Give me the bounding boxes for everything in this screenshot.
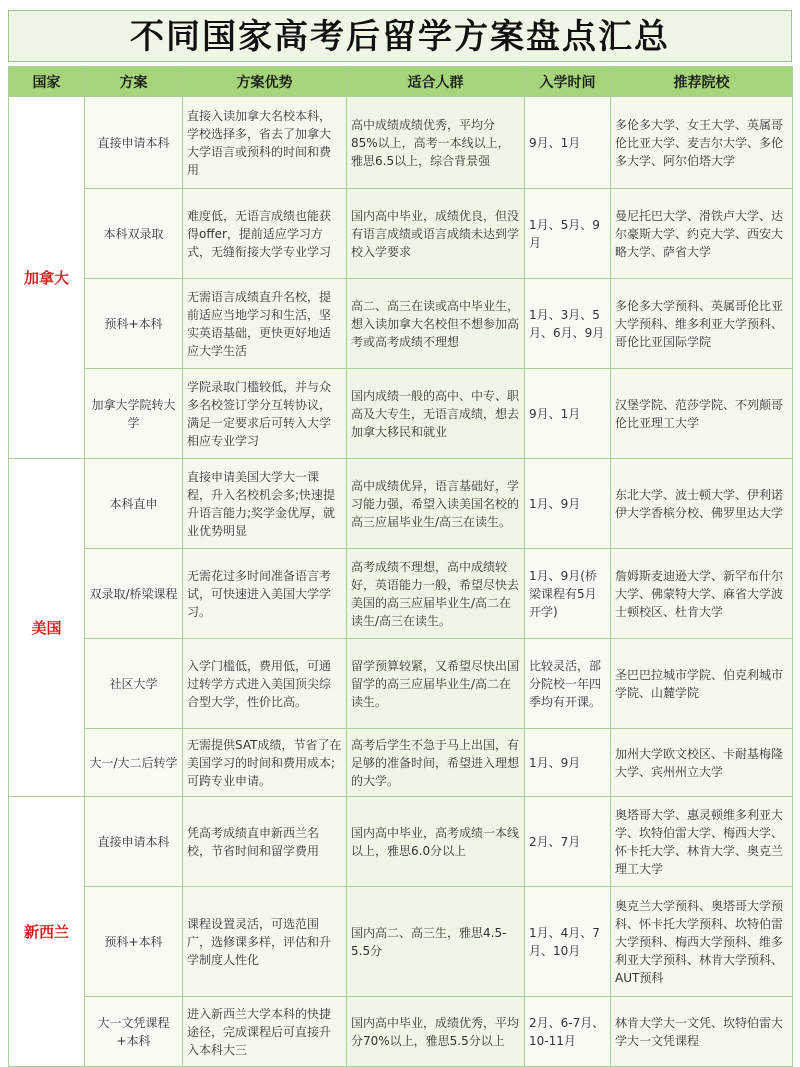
advantage-cell: 直接入读加拿大名校本科，学校选择多，省去了加拿大大学语言或预科的时间和费用 — [183, 97, 347, 189]
advantage-cell: 入学门槛低，费用低，可通过转学方式进入美国顶尖综合型大学，性价比高。 — [183, 639, 347, 729]
header-crowd: 适合人群 — [347, 67, 525, 97]
country-cell-canada: 加拿大 — [9, 97, 85, 459]
schools-cell: 詹姆斯麦迪逊大学、新罕布什尔大学、佛蒙特大学、麻省大学波士顿校区、杜肯大学 — [611, 549, 793, 639]
plan-cell: 社区大学 — [85, 639, 183, 729]
time-cell: 比较灵活，部分院校一年四季均有开课。 — [525, 639, 611, 729]
advantage-cell: 直接申请美国大学大一课程，升入名校机会多;快速提升语言能力;奖学金优厚，就业优势明显 — [183, 459, 347, 549]
plan-cell: 预科+本科 — [85, 279, 183, 369]
schools-cell: 东北大学、波士顿大学、伊利诺伊大学香槟分校、佛罗里达大学 — [611, 459, 793, 549]
country-cell-new-zealand: 新西兰 — [9, 797, 85, 1067]
schools-cell: 圣巴巴拉城市学院、伯克利城市学院、山麓学院 — [611, 639, 793, 729]
schools-cell: 奥克兰大学预科、奥塔哥大学预科、怀卡托大学预科、坎特伯雷大学预科、梅西大学预科、维多利亚大学预科、林肯大学预科、AUT预科 — [611, 887, 793, 997]
table-row — [9, 279, 793, 369]
time-cell: 9月、1月 — [525, 369, 611, 459]
header-plan: 方案 — [85, 67, 183, 97]
time-cell: 1月、4月、7月、10月 — [525, 887, 611, 997]
schools-cell: 奥塔哥大学、惠灵顿维多利亚大学、坎特伯雷大学、梅西大学、怀卡托大学、林肯大学、奥克兰理工大学 — [611, 797, 793, 887]
plan-cell: 本科直申 — [85, 459, 183, 549]
header-schools: 推荐院校 — [611, 67, 793, 97]
table-row — [9, 729, 793, 797]
table-row — [9, 459, 793, 549]
plan-cell: 双录取/桥梁课程 — [85, 549, 183, 639]
plan-cell: 本科双录取 — [85, 189, 183, 279]
advantage-cell: 难度低，无语言成绩也能获得offer，提前适应学习方式，无缝衔接大学专业学习 — [183, 189, 347, 279]
page-title: 不同国家高考后留学方案盘点汇总 — [8, 10, 792, 62]
advantage-cell: 课程设置灵活，可选范围广，选修课多样，评估和升学制度人性化 — [183, 887, 347, 997]
time-cell: 2月、7月 — [525, 797, 611, 887]
schools-cell: 多伦多大学预科、英属哥伦比亚大学预科、维多利亚大学预科、哥伦比亚国际学院 — [611, 279, 793, 369]
schools-cell: 汉堡学院、范莎学院、不列颠哥伦比亚理工大学 — [611, 369, 793, 459]
crowd-cell: 高考后学生不急于马上出国，有足够的准备时间，希望进入理想的大学。 — [347, 729, 525, 797]
header-time: 入学时间 — [525, 67, 611, 97]
plan-cell: 加拿大学院转大学 — [85, 369, 183, 459]
schools-cell: 林肯大学大一文凭、坎特伯雷大学大一文凭课程 — [611, 997, 793, 1067]
schools-cell: 多伦多大学、女王大学、英属哥伦比亚大学、麦吉尔大学、多伦多大学、阿尔伯塔大学 — [611, 97, 793, 189]
plan-cell: 预科+本科 — [85, 887, 183, 997]
time-cell: 1月、3月、5月、6月、9月 — [525, 279, 611, 369]
time-cell: 9月、1月 — [525, 97, 611, 189]
crowd-cell: 国内高中毕业，成绩优秀，平均分70%以上，雅思5.5分以上 — [347, 997, 525, 1067]
plan-cell: 直接申请本科 — [85, 797, 183, 887]
comparison-table — [8, 66, 793, 1067]
advantage-cell: 无需花过多时间准备语言考试，可快速进入美国大学学习。 — [183, 549, 347, 639]
table-row — [9, 997, 793, 1067]
advantage-cell: 无需语言成绩直升名校，提前适应当地学习和生活，坚实英语基础，更快更好地适应大学生活 — [183, 279, 347, 369]
time-cell: 1月、9月 — [525, 459, 611, 549]
crowd-cell: 高中成绩优异，语言基础好，学习能力强，希望入读美国名校的高三应届毕业生/高三在读生。 — [347, 459, 525, 549]
crowd-cell: 国内高中毕业，高考成绩一本线以上，雅思6.0分以上 — [347, 797, 525, 887]
plan-cell: 直接申请本科 — [85, 97, 183, 189]
table-row — [9, 97, 793, 189]
time-cell: 1月、9月(桥梁课程有5月开学) — [525, 549, 611, 639]
header-country: 国家 — [9, 67, 85, 97]
advantage-cell: 无需提供SAT成绩，节省了在美国学习的时间和费用成本;可跨专业申请。 — [183, 729, 347, 797]
schools-cell: 曼尼托巴大学、滑铁卢大学、达尔豪斯大学、约克大学、西安大略大学、萨省大学 — [611, 189, 793, 279]
advantage-cell: 学院录取门槛较低，并与众多名校签订学分互转协议，满足一定要求后可转入大学相应专业学习 — [183, 369, 347, 459]
time-cell: 1月、5月、9月 — [525, 189, 611, 279]
crowd-cell: 高考成绩不理想，高中成绩较好，英语能力一般，希望尽快去美国的高三应届毕业生/高二在读生/高三在读生。 — [347, 549, 525, 639]
crowd-cell: 国内成绩一般的高中、中专、职高及大专生，无语言成绩，想去加拿大移民和就业 — [347, 369, 525, 459]
table-row — [9, 639, 793, 729]
advantage-cell: 进入新西兰大学本科的快捷途径，完成课程后可直接升入本科大三 — [183, 997, 347, 1067]
table-row — [9, 797, 793, 887]
country-cell-usa: 美国 — [9, 459, 85, 797]
plan-cell: 大一文凭课程+本科 — [85, 997, 183, 1067]
table-row — [9, 887, 793, 997]
table-row — [9, 189, 793, 279]
advantage-cell: 凭高考成绩直申新西兰名校，节省时间和留学费用 — [183, 797, 347, 887]
crowd-cell: 高中成绩成绩优秀，平均分85%以上，高考一本线以上，雅思6.5以上，综合背景强 — [347, 97, 525, 189]
plan-cell: 大一/大二后转学 — [85, 729, 183, 797]
table-row — [9, 549, 793, 639]
crowd-cell: 国内高中毕业，成绩优良，但没有语言成绩或语言成绩未达到学校入学要求 — [347, 189, 525, 279]
time-cell: 2月、6-7月、10-11月 — [525, 997, 611, 1067]
crowd-cell: 留学预算较紧，又希望尽快出国留学的高三应届毕业生/高二在读生。 — [347, 639, 525, 729]
schools-cell: 加州大学欧文校区、卡耐基梅隆大学、宾州州立大学 — [611, 729, 793, 797]
crowd-cell: 国内高二、高三生，雅思4.5-5.5分 — [347, 887, 525, 997]
header-advantage: 方案优势 — [183, 67, 347, 97]
table-header-row — [9, 67, 793, 97]
crowd-cell: 高二、高三在读或高中毕业生，想入读加拿大名校但不想参加高考或高考成绩不理想 — [347, 279, 525, 369]
time-cell: 1月、9月 — [525, 729, 611, 797]
table-row — [9, 369, 793, 459]
